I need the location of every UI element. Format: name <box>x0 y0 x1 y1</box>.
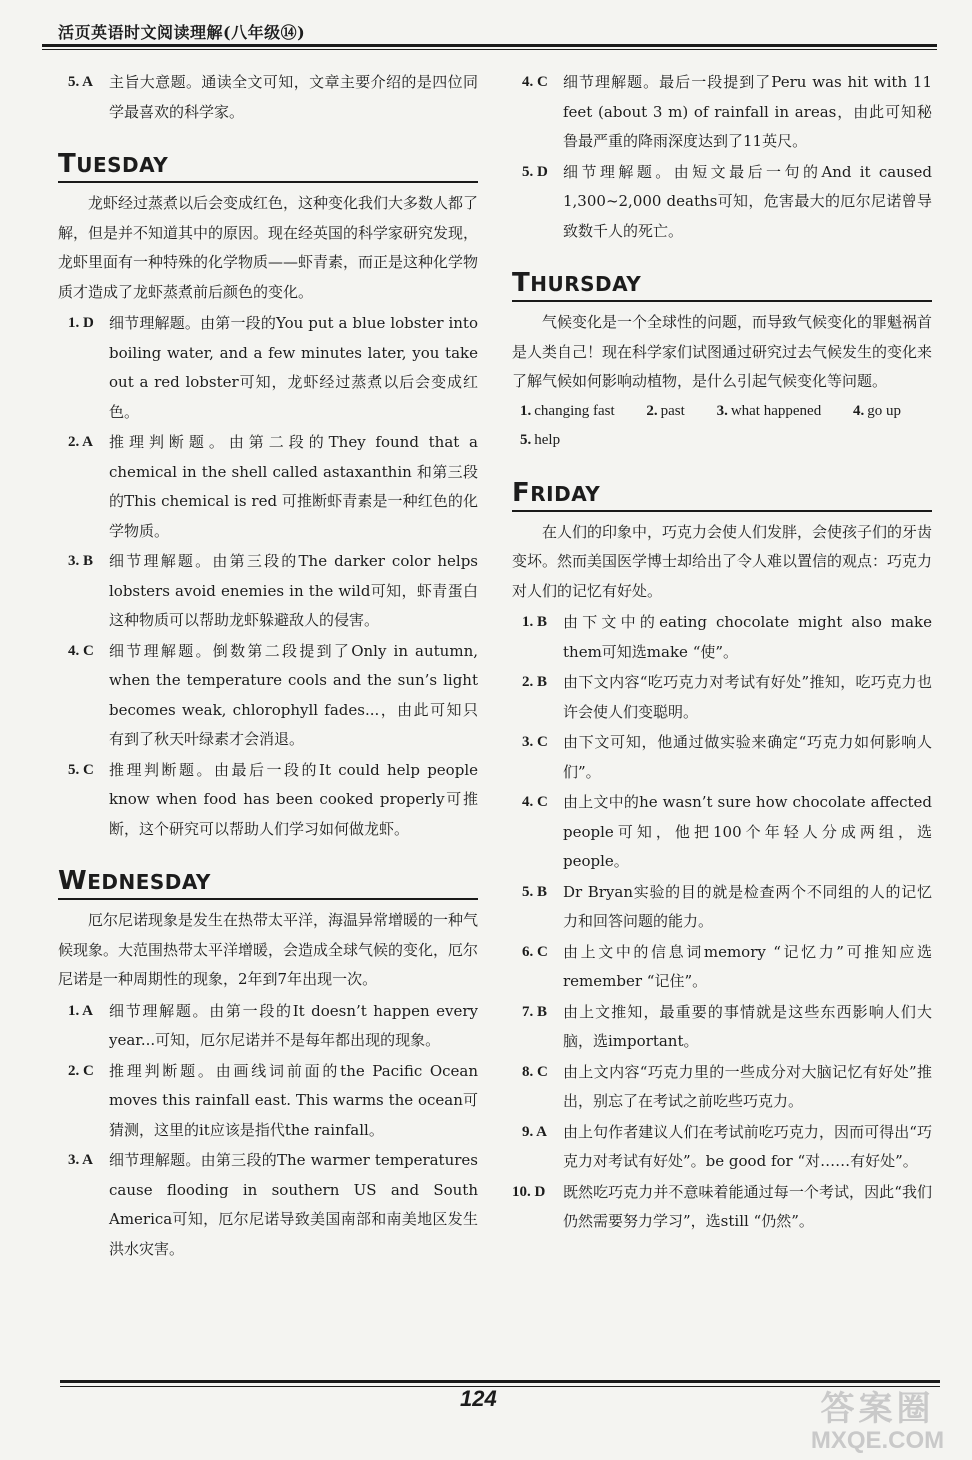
book-title: 活页英语时文阅读理解(八年级⑭) <box>58 23 306 42</box>
section-title-thursday: THURSDAY <box>512 268 932 302</box>
answer-item: 9. A 由上句作者建议人们在考试前吃巧克力，因而可得出“巧克力对考试有好处”。be good for “对……有好处”。 <box>522 1122 932 1170</box>
answer-number: 5. A <box>68 74 94 90</box>
answer-list-tuesday <box>58 309 478 844</box>
footer-rule <box>60 1380 940 1383</box>
answer-item: 2. past <box>646 402 685 419</box>
page-header <box>42 10 937 50</box>
page-number: 124 <box>460 1386 497 1411</box>
right-column <box>512 64 932 1238</box>
footer-rule-thin <box>60 1386 940 1387</box>
answer-item: 10. D 既然吃巧克力并不意味着能通过每一个考试，因此“我们仍然需要努力学习”，选still “仍然”。 <box>512 1182 932 1230</box>
section-title-friday: FRIDAY <box>512 478 932 512</box>
section-intro: 在人们的印象中，巧克力会使人们发胖，会使孩子们的牙齿变坏。然而美国医学博士却给出了令人难以置信的观点：巧克力对人们的记忆有好处。 <box>512 522 933 600</box>
section-title-tuesday: TUESDAY <box>58 149 478 183</box>
answer-item: 3. what happened <box>716 402 822 419</box>
answer-item: 3. A 细节理解题。由第三段的The warmer temperatures cause flooding in southern US and South America可知，厄尔尼诺导致美国南部和南美地区发生洪水灾害。 <box>68 1151 478 1258</box>
answer-item: 5. D 细节理解题。由短文最后一句的And it caused 1,300~2,000 deaths可知，危害最大的厄尔尼诺曾导致数千人的死亡。 <box>522 162 932 240</box>
answer-item: 4. C 由上文中的he wasn’t sure how chocolate affected people可知，他把100个年轻人分成两组，选people。 <box>522 793 932 870</box>
answer-item: 2. B 由下文内容“吃巧克力对考试有好处”推知，吃巧克力也许会使人们变聪明。 <box>522 673 932 721</box>
answer-item: 6. C 由上文中的信息词memory “记忆力”可推知应选remember “记住”。 <box>522 942 932 990</box>
section-intro: 龙虾经过蒸煮以后会变成红色，这种变化我们大多数人都了解，但是并不知道其中的原因。现在经英国的科学家研究发现，龙虾里面有一种特殊的化学物质——虾青素，而正是这种化学物质才造成了龙虾蒸煮前后颜色的变化。 <box>58 194 479 301</box>
section-intro: 厄尔尼诺现象是发生在热带太平洋，海温异常增暖的一种气候现象。大范围热带太平洋增暖，会造成全球气候的变化，厄尔尼诺是一种周期性的现象，2年到7年出现一次。 <box>58 911 479 988</box>
answer-item: 5. C 推理判断题。由最后一段的It could help people know when food has been cooked properly可推断，这个研究可以帮助人们学习如何做龙虾。 <box>68 760 478 838</box>
section-intro: 气候变化是一个全球性的问题，而导致气候变化的罪魁祸首是人类自己！现在科学家们试图通过研究过去气候发生的变化来了解气候如何影响动植物，是什么引起气候变化等问题。 <box>512 313 933 390</box>
answer-text: 主旨大意题。通读全文可知，文章主要介绍的是四位同学最喜欢的科学家。 <box>109 73 478 121</box>
answer-item: 4. C 细节理解题。最后一段提到了Peru was hit with 11 feet (about 3 m) of rainfall in areas，由此可知秘鲁最严重的降雨深度达到了11英尺。 <box>522 73 932 150</box>
answer-item: 2. C 推理判断题。由画线词前面的the Pacific Ocean moves this rainfall east. This warms the ocean可猜测，这里的it应该是指代the rainfall。 <box>68 1061 478 1139</box>
section-title-wednesday: WEDNESDAY <box>58 866 478 900</box>
header-rule <box>42 44 937 47</box>
answer-item: 7. B 由上文推知，最重要的事情就是这些东西影响人们大脑，选important。 <box>522 1002 932 1050</box>
answer-item: 4. C 细节理解题。倒数第二段提到了Only in autumn, when the temperature cools and the sun’s light becomes weak, chlorophyll fades...，由此可知只有到了秋天叶绿素才会消退。 <box>68 641 478 748</box>
answer-item: 5. B Dr Bryan实验的目的就是检查两个不同组的人的记忆力和回答问题的能力。 <box>522 882 932 930</box>
answer-item: 3. C 由下文可知，他通过做实验来确定“巧克力如何影响人们”。 <box>522 733 932 781</box>
answer-item: 1. changing fast <box>520 402 615 419</box>
header-rule-thin <box>42 49 937 50</box>
answer-list-wednesday-cont <box>512 68 932 246</box>
answer-item: 3. B 细节理解题。由第三段的The darker color helps lobsters avoid enemies in the wild可知，虾青蛋白这种物质可以帮助龙虾躲避敌人的侵害。 <box>68 552 478 629</box>
watermark-logo: 答案圈 MXQE.COM <box>810 1389 945 1454</box>
answer-item: 1. B 由下文中的eating chocolate might also make them可知选make “使”。 <box>522 613 932 661</box>
answer-item: 1. A 细节理解题。由第一段的It doesn’t happen every year...可知，厄尔尼诺并不是每年都出现的现象。 <box>68 1001 478 1049</box>
answer-list-wednesday <box>58 997 478 1265</box>
answer-item: 8. C 由上文内容“巧克力里的一些成分对大脑记忆有好处”推出，别忘了在考试之前吃些巧克力。 <box>522 1062 932 1110</box>
answer-item <box>58 68 478 127</box>
answer-item: 2. A 推理判断题。由第二段的They found that a chemical in the shell called astaxanthin 和第三段的This chemical is red 可推断虾青素是一种红色的化学物质。 <box>68 433 478 540</box>
answer-list-thursday <box>512 397 932 456</box>
answer-item: 5. help <box>520 432 561 448</box>
left-column <box>58 64 478 1265</box>
answer-item: 1. D 细节理解题。由第一段的You put a blue lobster into boiling water, and a few minutes later, you take out a red lobster可知，龙虾经过蒸煮以后会变成红色。 <box>68 314 478 421</box>
answer-list-friday <box>512 608 932 1237</box>
answer-item: 4. go up <box>852 402 901 419</box>
